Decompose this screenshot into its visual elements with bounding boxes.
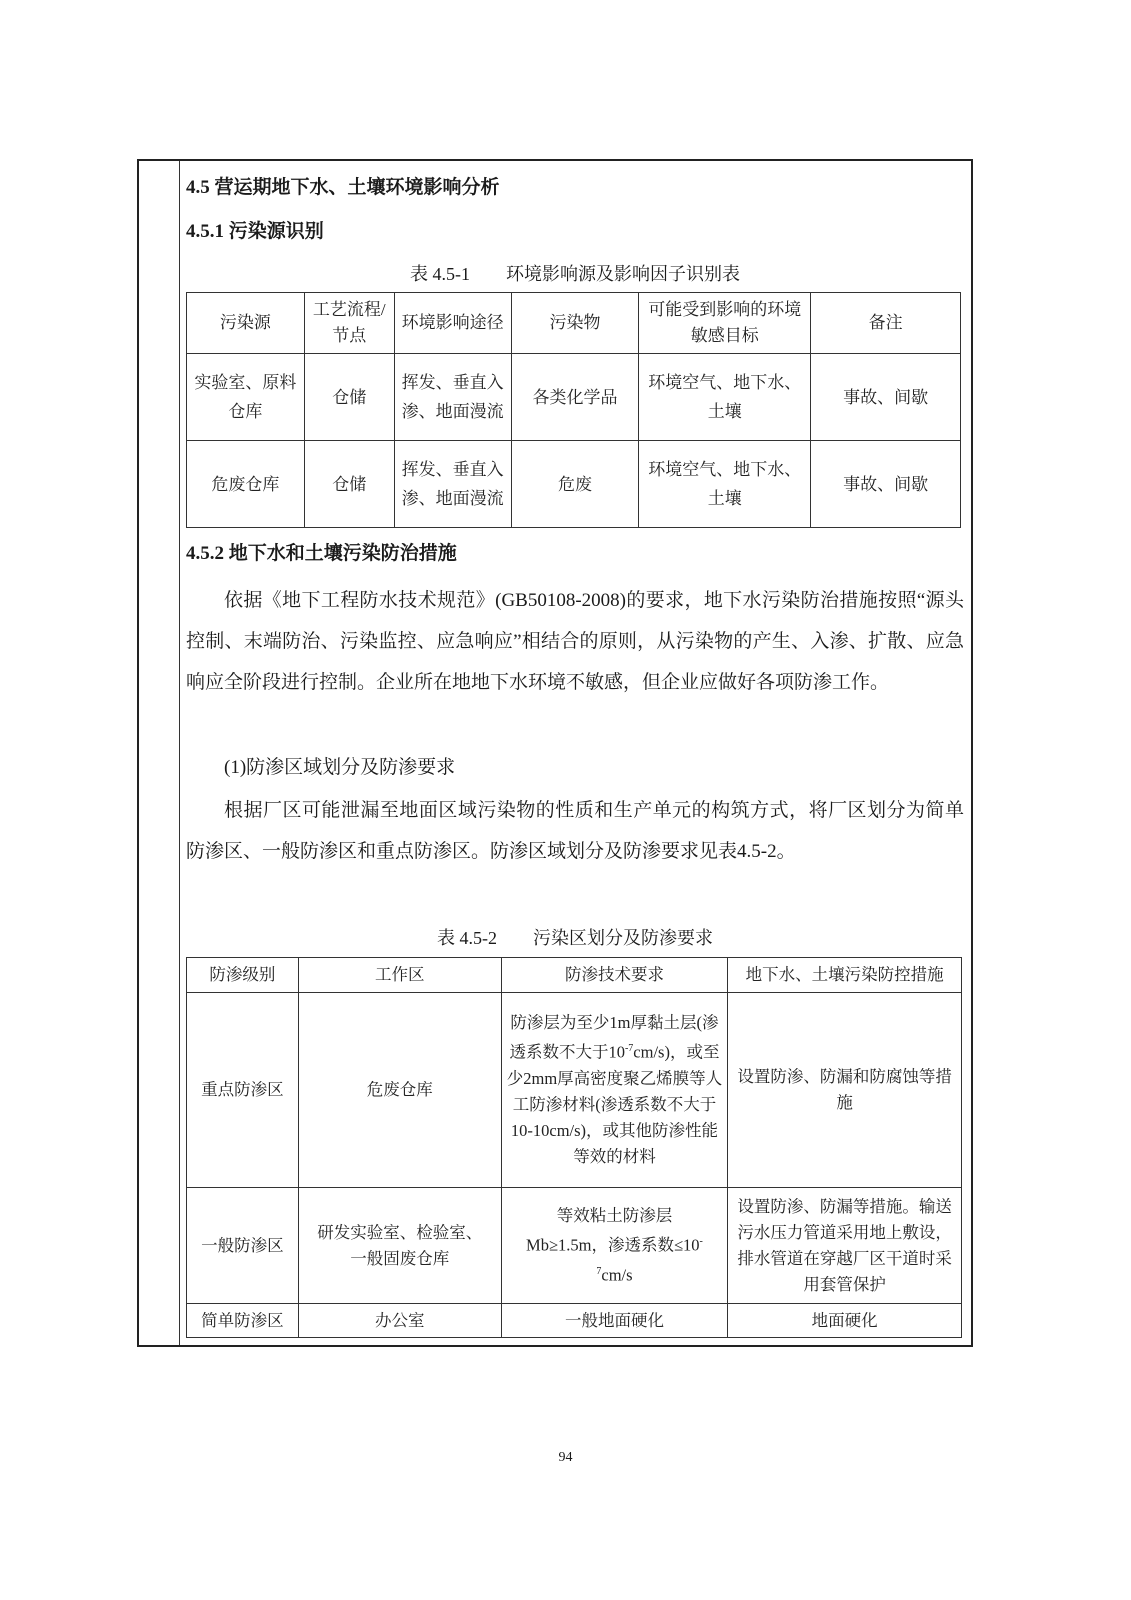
table2-caption: 表 4.5-2 污染区划分及防渗要求 (437, 928, 713, 948)
table-cell: 办公室 (298, 1304, 501, 1338)
table-row (187, 993, 962, 1188)
req-text: cm/s (601, 1265, 633, 1284)
req-text: 防渗层为至少1m厚黏土层(渗透系数不大于10 (509, 1013, 719, 1062)
page-number: 94 (558, 1450, 573, 1465)
table-cell: 重点防渗区 (187, 993, 299, 1188)
table-cell: 危废仓库 (298, 993, 501, 1188)
header-cell: 污染源 (187, 293, 305, 354)
header-cell: 备注 (811, 293, 961, 354)
table-header-row (187, 958, 962, 993)
table-cell: 挥发、垂直入渗、地面漫流 (394, 441, 511, 528)
header-cell: 工艺流程/节点 (304, 293, 394, 354)
table-cell: 环境空气、地下水、土壤 (639, 354, 811, 441)
table-cell (501, 1304, 728, 1338)
header-cell: 工作区 (298, 958, 501, 993)
table-cell: 设置防渗、防漏和防腐蚀等措施 (728, 993, 962, 1188)
subsection-title-pollution-sources: 4.5.1 污染源识别 (186, 221, 324, 242)
header-cell: 环境影响途径 (394, 293, 511, 354)
table-row (187, 1188, 962, 1304)
table-cell (501, 993, 728, 1188)
table-cell: 实验室、原料仓库 (187, 354, 305, 441)
table-cell: 仓储 (304, 441, 394, 528)
table-cell: 危废仓库 (187, 441, 305, 528)
pollution-source-table (186, 292, 961, 528)
paragraph-standard: 依据《地下工程防水技术规范》(GB50108-2008)的要求，地下水污染防治措施按照“源头控制、末端防治、污染监控、应急响应”相结合的原则，从污染物的产生、入渗、扩散、应急响应全阶段进行控制。企业所在地地下水环境不敏感，但企业应做好各项防渗工作。 (186, 590, 964, 693)
table-row (187, 1304, 962, 1338)
table-cell: 环境空气、地下水、土壤 (639, 441, 811, 528)
table-row (187, 354, 961, 441)
paragraph-zone-division: 根据厂区可能泄漏至地面区域污染物的性质和生产单元的构筑方式，将厂区划分为简单防渗区、一般防渗区和重点防渗区。防渗区域划分及防渗要求见表4.5-2。 (186, 800, 964, 862)
table-cell (501, 1188, 728, 1304)
req-text: cm/s)，或至少2mm厚高密度聚乙烯膜等人工防渗材料(渗透系数不大于10-10cm/s)，或其他防渗性能等效的材料 (506, 1042, 723, 1166)
table-cell: 仓储 (304, 354, 394, 441)
section-title: 4.5 营运期地下水、土壤环境影响分析 (186, 177, 500, 198)
table-cell: 各类化学品 (511, 354, 639, 441)
exponent: -7 (624, 1043, 634, 1055)
table-row (187, 441, 961, 528)
table-cell: 危废 (511, 441, 639, 528)
req-text: 等效粘土防渗层Mb≥1.5m，渗透系数≤10 (526, 1206, 700, 1255)
table1-caption: 表 4.5-1 环境影响源及影响因子识别表 (410, 264, 740, 284)
header-cell: 防渗技术要求 (501, 958, 728, 993)
table-cell: 事故、间歇 (811, 354, 961, 441)
seepage-zone-table (186, 957, 962, 1338)
subsection-title-prevention: 4.5.2 地下水和土壤污染防治措施 (186, 543, 457, 564)
table-header-row (187, 293, 961, 354)
table-cell: 地面硬化 (728, 1304, 962, 1338)
req-text: 一般地面硬化 (564, 1310, 664, 1330)
table-cell: 设置防渗、防漏等措施。输送污水压力管道采用地上敷设，排水管道在穿越厂区干道时采用套管保护 (728, 1188, 962, 1304)
header-cell: 地下水、土壤污染防控措施 (728, 958, 962, 993)
table-cell: 一般防渗区 (187, 1188, 299, 1304)
table-cell: 事故、间歇 (811, 441, 961, 528)
frame-divider (179, 161, 180, 1345)
paragraph-zone-heading: (1)防渗区域划分及防渗要求 (224, 757, 456, 778)
table-cell: 研发实验室、检验室、一般固废仓库 (298, 1188, 501, 1304)
exponent: -7 (596, 1236, 703, 1277)
header-cell: 防渗级别 (187, 958, 299, 993)
table-cell: 挥发、垂直入渗、地面漫流 (394, 354, 511, 441)
header-cell: 可能受到影响的环境敏感目标 (639, 293, 811, 354)
header-cell: 污染物 (511, 293, 639, 354)
table-cell: 简单防渗区 (187, 1304, 299, 1338)
